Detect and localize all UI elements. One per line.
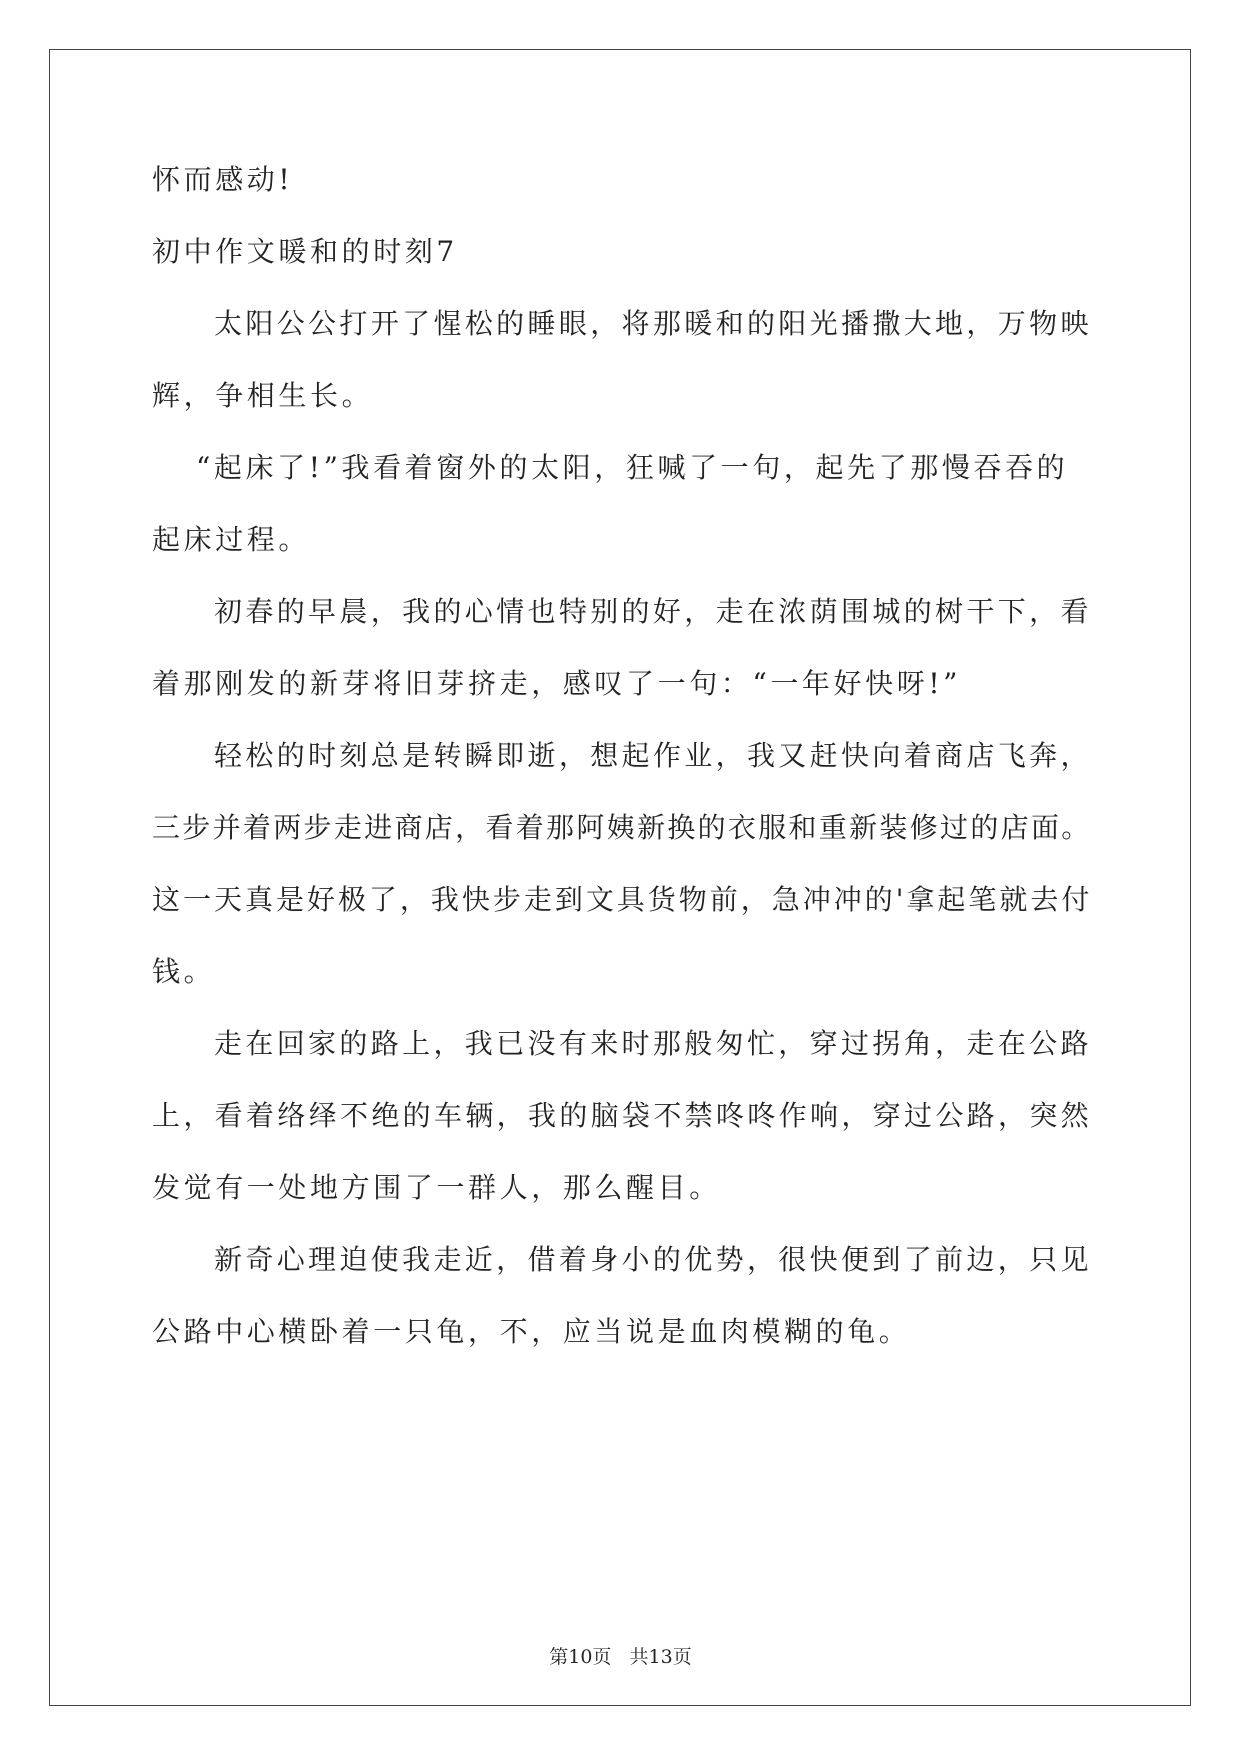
text-line: 新奇心理迫使我走近，借着身小的优势，很快便到了前边，只见	[214, 1243, 1092, 1276]
text-line: 这一天真是好极了，我快步走到文具货物前，急冲冲的'拿起笔就去付	[152, 883, 1093, 916]
page-number-footer: 第10页 共13页	[549, 1646, 692, 1668]
text-line: 钱。	[152, 955, 216, 988]
section-heading: 初中作文暖和的时刻7	[152, 235, 458, 268]
text-line: “起床了!”我看着窗外的太阳，狂喊了一句，起先了那慢吞吞的	[196, 451, 1069, 484]
page-border	[49, 49, 1191, 1706]
text-line: 三步并着两步走进商店，看着那阿姨新换的衣服和重新装修过的店面。	[152, 811, 1092, 844]
text-line: 发觉有一处地方围了一群人，那么醒目。	[152, 1171, 721, 1204]
text-line: 辉，争相生长。	[152, 379, 374, 412]
text-line: 上，看着络绎不绝的车辆，我的脑袋不禁咚咚作响，穿过公路，突然	[152, 1099, 1093, 1132]
text-line: 轻松的时刻总是转瞬即逝，想起作业，我又赶快向着商店飞奔，	[214, 739, 1092, 772]
text-line: 太阳公公打开了惺松的睡眼，将那暖和的阳光播撒大地，万物映	[214, 307, 1092, 340]
text-line: 着那刚发的新芽将旧芽挤走，感叹了一句：“一年好快呀!”	[152, 667, 962, 700]
text-line: 公路中心横卧着一只龟，不，应当说是血肉模糊的龟。	[152, 1315, 911, 1348]
text-line: 起床过程。	[152, 523, 311, 556]
text-line: 怀而感动!	[152, 163, 294, 196]
text-line: 走在回家的路上，我已没有来时那般匆忙，穿过拐角，走在公路	[214, 1027, 1092, 1060]
text-line: 初春的早晨，我的心情也特别的好，走在浓荫围城的树干下，看	[214, 595, 1092, 628]
